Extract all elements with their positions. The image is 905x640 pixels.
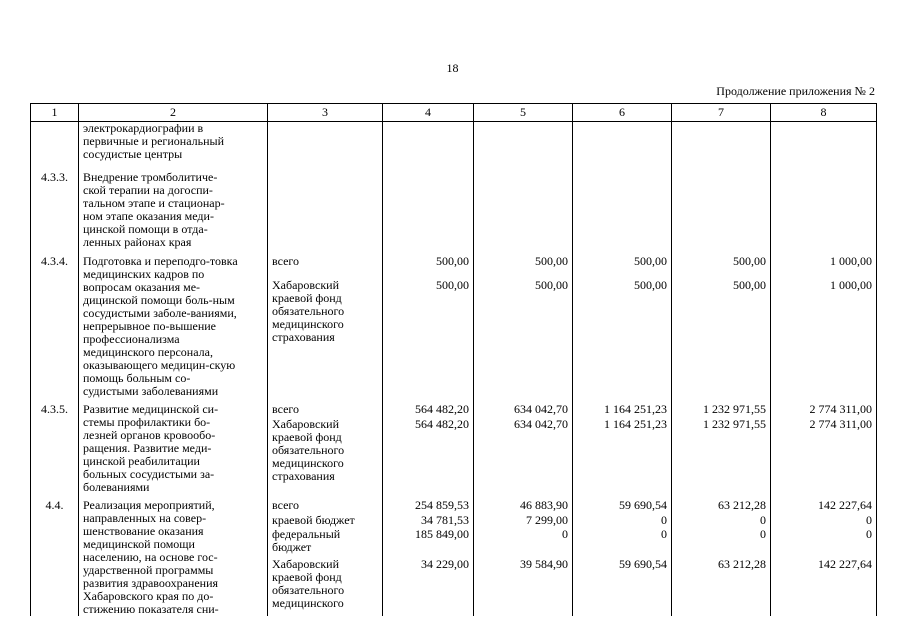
item-code: 4.4. bbox=[31, 499, 79, 616]
table-row bbox=[31, 499, 877, 514]
value-cell: 0 bbox=[474, 528, 573, 557]
funding-source: всего bbox=[268, 403, 383, 418]
funding-source: Хабаровский краевой фонд обязательного медицинского страхования bbox=[268, 279, 383, 398]
value-cell: 1 164 251,23 bbox=[573, 418, 672, 494]
value-cell: 142 227,64 bbox=[771, 558, 877, 617]
value-cell: 564 482,20 bbox=[383, 418, 474, 494]
value-cell: 500,00 bbox=[474, 279, 573, 398]
header-row bbox=[31, 104, 877, 122]
column-header: 1 bbox=[31, 104, 79, 122]
page-number: 18 bbox=[446, 61, 459, 75]
value-cell: 59 690,54 bbox=[573, 499, 672, 514]
item-description-text: Развитие медицинской си-стемы профилактики бо-лезней органов кровообо-ращения. Развитие меди-цинской реабилитации больных сосудистыми за-болеваниями bbox=[83, 402, 219, 494]
table-row bbox=[31, 255, 877, 279]
value-cell: 0 bbox=[672, 514, 771, 529]
column-header: 2 bbox=[79, 104, 268, 122]
value-cell: 0 bbox=[573, 514, 672, 529]
value-cell: 0 bbox=[771, 528, 877, 557]
item-description-text: Реализация мероприятий, направленных на совер-шенствование оказания медицинской помощи населению, на основе гос-ударственной программы развития здравоохранения Хабаровского края по до-стижению показателя сни- bbox=[83, 498, 219, 616]
value-cell: 63 212,28 bbox=[672, 558, 771, 617]
column-header: 5 bbox=[474, 104, 573, 122]
value-cell: 634 042,70 bbox=[474, 403, 573, 418]
value-cell: 1 000,00 bbox=[771, 255, 877, 279]
value-cell: 34 229,00 bbox=[383, 558, 474, 617]
value-cell: 2 774 311,00 bbox=[771, 403, 877, 418]
item-description-text: электрокардиографии в первичные и региональный сосудистые центры bbox=[83, 121, 224, 161]
value-cell: 2 774 311,00 bbox=[771, 418, 877, 494]
funding-source: Хабаровский краевой фонд обязательного медицинского страхования bbox=[268, 418, 383, 494]
funding-source: всего bbox=[268, 255, 383, 279]
value-cell: 500,00 bbox=[383, 279, 474, 398]
value-cell: 185 849,00 bbox=[383, 528, 474, 557]
item-description-text: Подготовка и переподго-товка медицинских кадров по вопросам оказания ме-дицинской помощи боль-ным сосудистыми заболе-ваниями, непрерывное по-вышение профессионализма медицинского персонала, оказывающего медицин-скую помощь больным со-судистыми заболеваниями bbox=[83, 254, 238, 398]
value-cell: 564 482,20 bbox=[383, 403, 474, 418]
value-cell: 500,00 bbox=[474, 255, 573, 279]
item-description bbox=[79, 499, 268, 616]
funding-source: федеральный бюджет bbox=[268, 528, 383, 557]
item-code: 4.3.3. bbox=[31, 171, 79, 249]
value-cell: 0 bbox=[672, 528, 771, 557]
continuation-label: Продолжение приложения № 2 bbox=[716, 84, 875, 98]
value-cell: 46 883,90 bbox=[474, 499, 573, 514]
funding-source: краевой бюджет bbox=[268, 514, 383, 529]
value-cell: 59 690,54 bbox=[573, 558, 672, 617]
item-description bbox=[79, 122, 268, 162]
item-code: 4.3.5. bbox=[31, 403, 79, 494]
funding-source: всего bbox=[268, 499, 383, 514]
value-cell: 254 859,53 bbox=[383, 499, 474, 514]
value-cell: 1 164 251,23 bbox=[573, 403, 672, 418]
item-description-text: Внедрение тромболитиче-ской терапии на догоспи-тальном этапе и стационар-ном этапе оказания меди-цинской помощи в отда-ленных районах края bbox=[83, 170, 225, 249]
column-header: 8 bbox=[771, 104, 877, 122]
value-cell: 500,00 bbox=[573, 255, 672, 279]
column-header: 7 bbox=[672, 104, 771, 122]
funding-source: Хабаровский краевой фонд обязательного медицинского bbox=[268, 558, 383, 617]
item-code bbox=[31, 122, 79, 162]
item-description bbox=[79, 171, 268, 249]
table-row bbox=[31, 403, 877, 418]
item-code: 4.3.4. bbox=[31, 255, 79, 398]
item-description bbox=[79, 403, 268, 494]
column-header: 6 bbox=[573, 104, 672, 122]
column-header: 3 bbox=[268, 104, 383, 122]
value-cell: 1 000,00 bbox=[771, 279, 877, 398]
value-cell: 500,00 bbox=[383, 255, 474, 279]
program-table bbox=[30, 103, 877, 616]
value-cell: 39 584,90 bbox=[474, 558, 573, 617]
value-cell: 500,00 bbox=[573, 279, 672, 398]
table-row bbox=[31, 122, 877, 162]
value-cell: 63 212,28 bbox=[672, 499, 771, 514]
value-cell: 500,00 bbox=[672, 255, 771, 279]
value-cell: 1 232 971,55 bbox=[672, 403, 771, 418]
value-cell: 0 bbox=[573, 528, 672, 557]
value-cell: 142 227,64 bbox=[771, 499, 877, 514]
value-cell: 1 232 971,55 bbox=[672, 418, 771, 494]
value-cell: 0 bbox=[771, 514, 877, 529]
value-cell: 634 042,70 bbox=[474, 418, 573, 494]
value-cell: 500,00 bbox=[672, 279, 771, 398]
column-header: 4 bbox=[383, 104, 474, 122]
value-cell: 34 781,53 bbox=[383, 514, 474, 529]
item-description bbox=[79, 255, 268, 398]
table-row bbox=[31, 171, 877, 249]
value-cell: 7 299,00 bbox=[474, 514, 573, 529]
